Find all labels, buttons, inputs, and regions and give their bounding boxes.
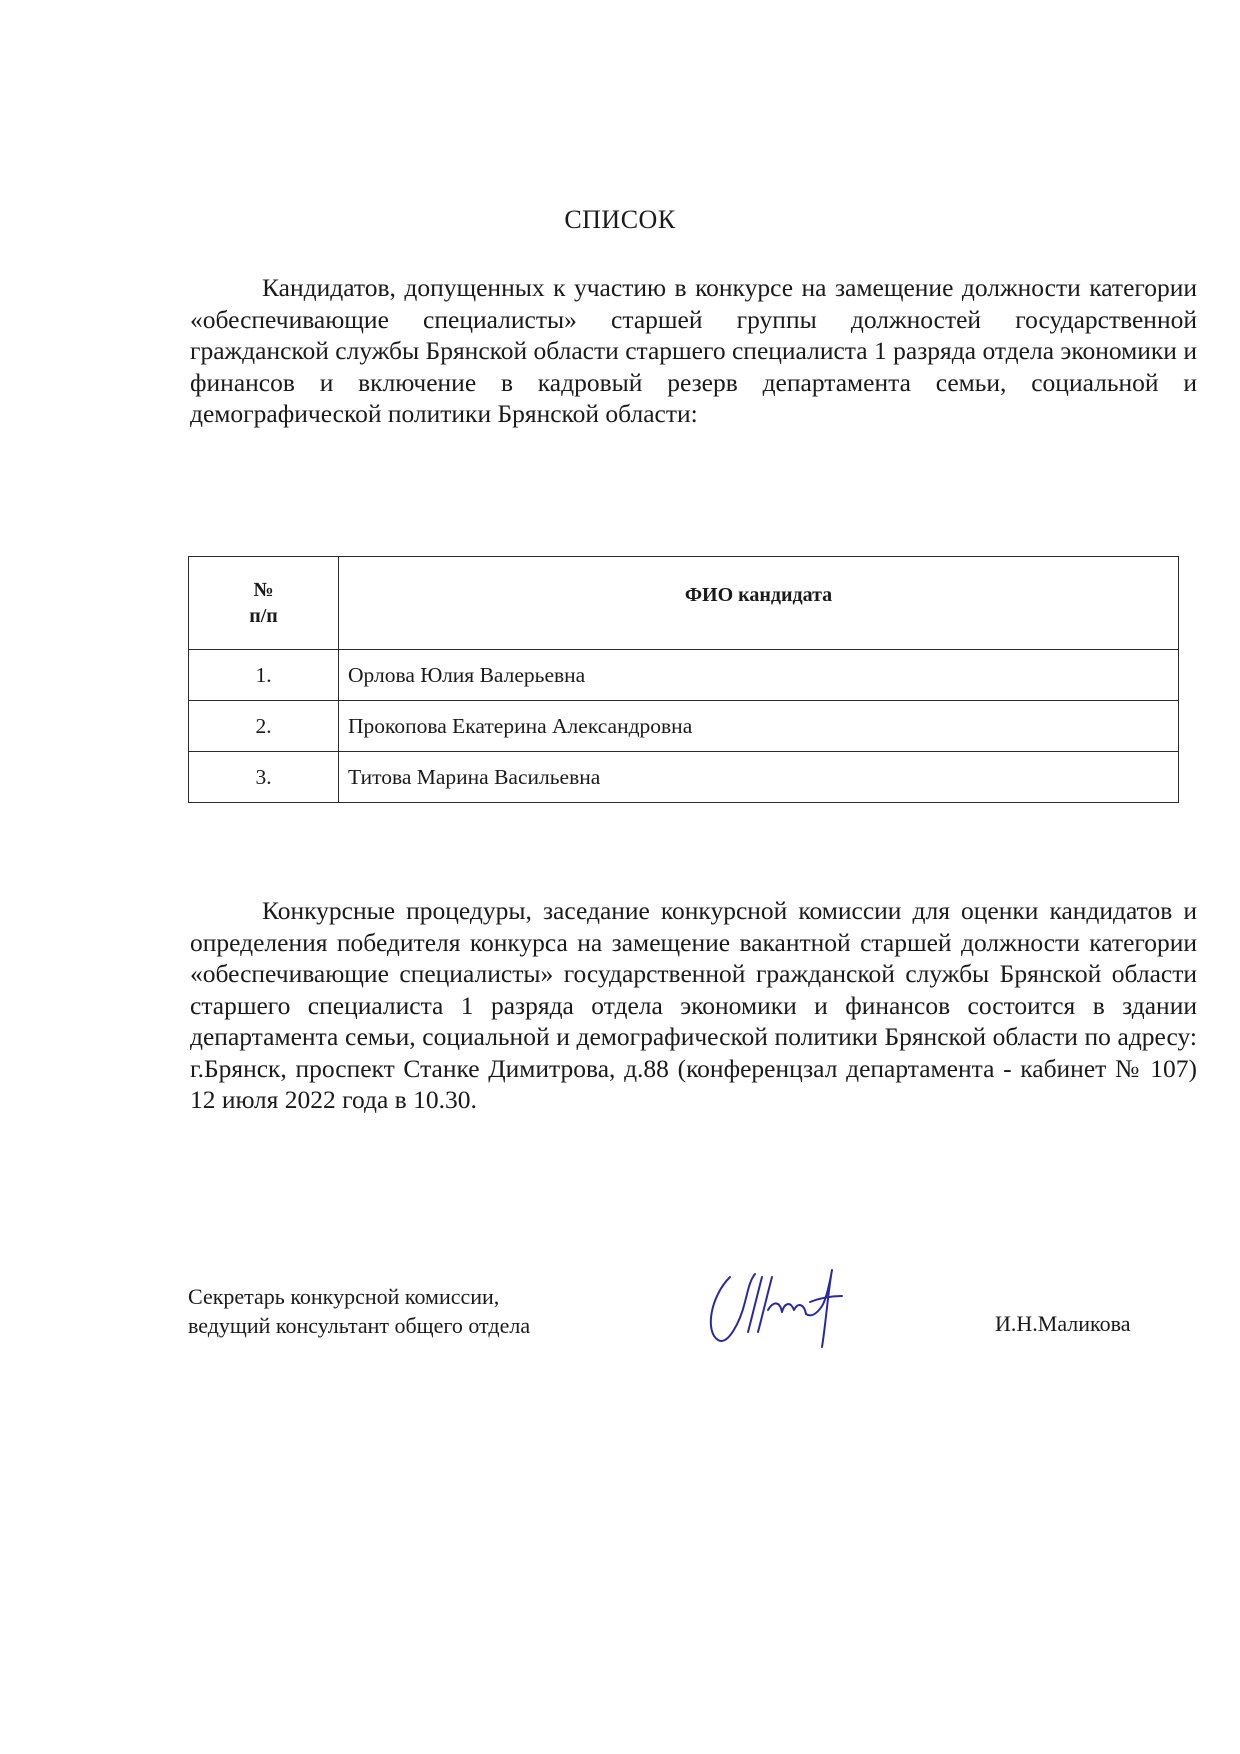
table-header-row bbox=[189, 557, 1179, 650]
table-row bbox=[189, 701, 1179, 752]
procedure-paragraph: Конкурсные процедуры, заседание конкурсной комиссии для оценки кандидатов и определения победителя конкурса на замещение вакантной старшей должности категории «обеспечивающие специалисты» государственной гражданской службы Брянской области старшего специалиста 1 разряда отдела экономики и финансов состоится в здании департамента семьи, социальной и демографической политики Брянской области по адресу: г.Брянск, проспект Станке Димитрова, д.88 (конференцзал департамента - кабинет № 107) 12 июля 2022 года в 10.30. bbox=[190, 896, 1197, 1114]
row-number: 2. bbox=[189, 701, 339, 752]
header-number-line1: № bbox=[253, 579, 274, 601]
signatory-position-line1: Секретарь конкурсной комиссии, bbox=[188, 1284, 500, 1309]
intro-paragraph: Кандидатов, допущенных к участию в конкурсе на замещение должности категории «обеспечивающие специалисты» старшей группы должностей государственной гражданской службы Брянской области старшего специалиста 1 разряда отдела экономики и финансов и включение в кадровый резерв департамента семьи, социальной и демографической политики Брянской области: bbox=[190, 273, 1197, 428]
candidates-table bbox=[188, 556, 1179, 803]
header-number-line2: п/п bbox=[249, 605, 278, 627]
signatory-name: И.Н.Маликова bbox=[995, 1311, 1131, 1336]
row-number: 1. bbox=[189, 650, 339, 701]
signatory-position-line2: ведущий консультант общего отдела bbox=[188, 1313, 531, 1338]
signatory-position bbox=[188, 1282, 530, 1340]
row-candidate-name: Титова Марина Васильевна bbox=[339, 752, 1179, 803]
row-candidate-name: Орлова Юлия Валерьевна bbox=[339, 650, 1179, 701]
handwritten-signature bbox=[700, 1262, 860, 1352]
row-candidate-name: Прокопова Екатерина Александровна bbox=[339, 701, 1179, 752]
row-number: 3. bbox=[189, 752, 339, 803]
header-name: ФИО кандидата bbox=[339, 557, 1179, 650]
table-row bbox=[189, 650, 1179, 701]
table-row bbox=[189, 752, 1179, 803]
header-number bbox=[189, 557, 339, 650]
document-title: СПИСОК bbox=[564, 205, 676, 234]
